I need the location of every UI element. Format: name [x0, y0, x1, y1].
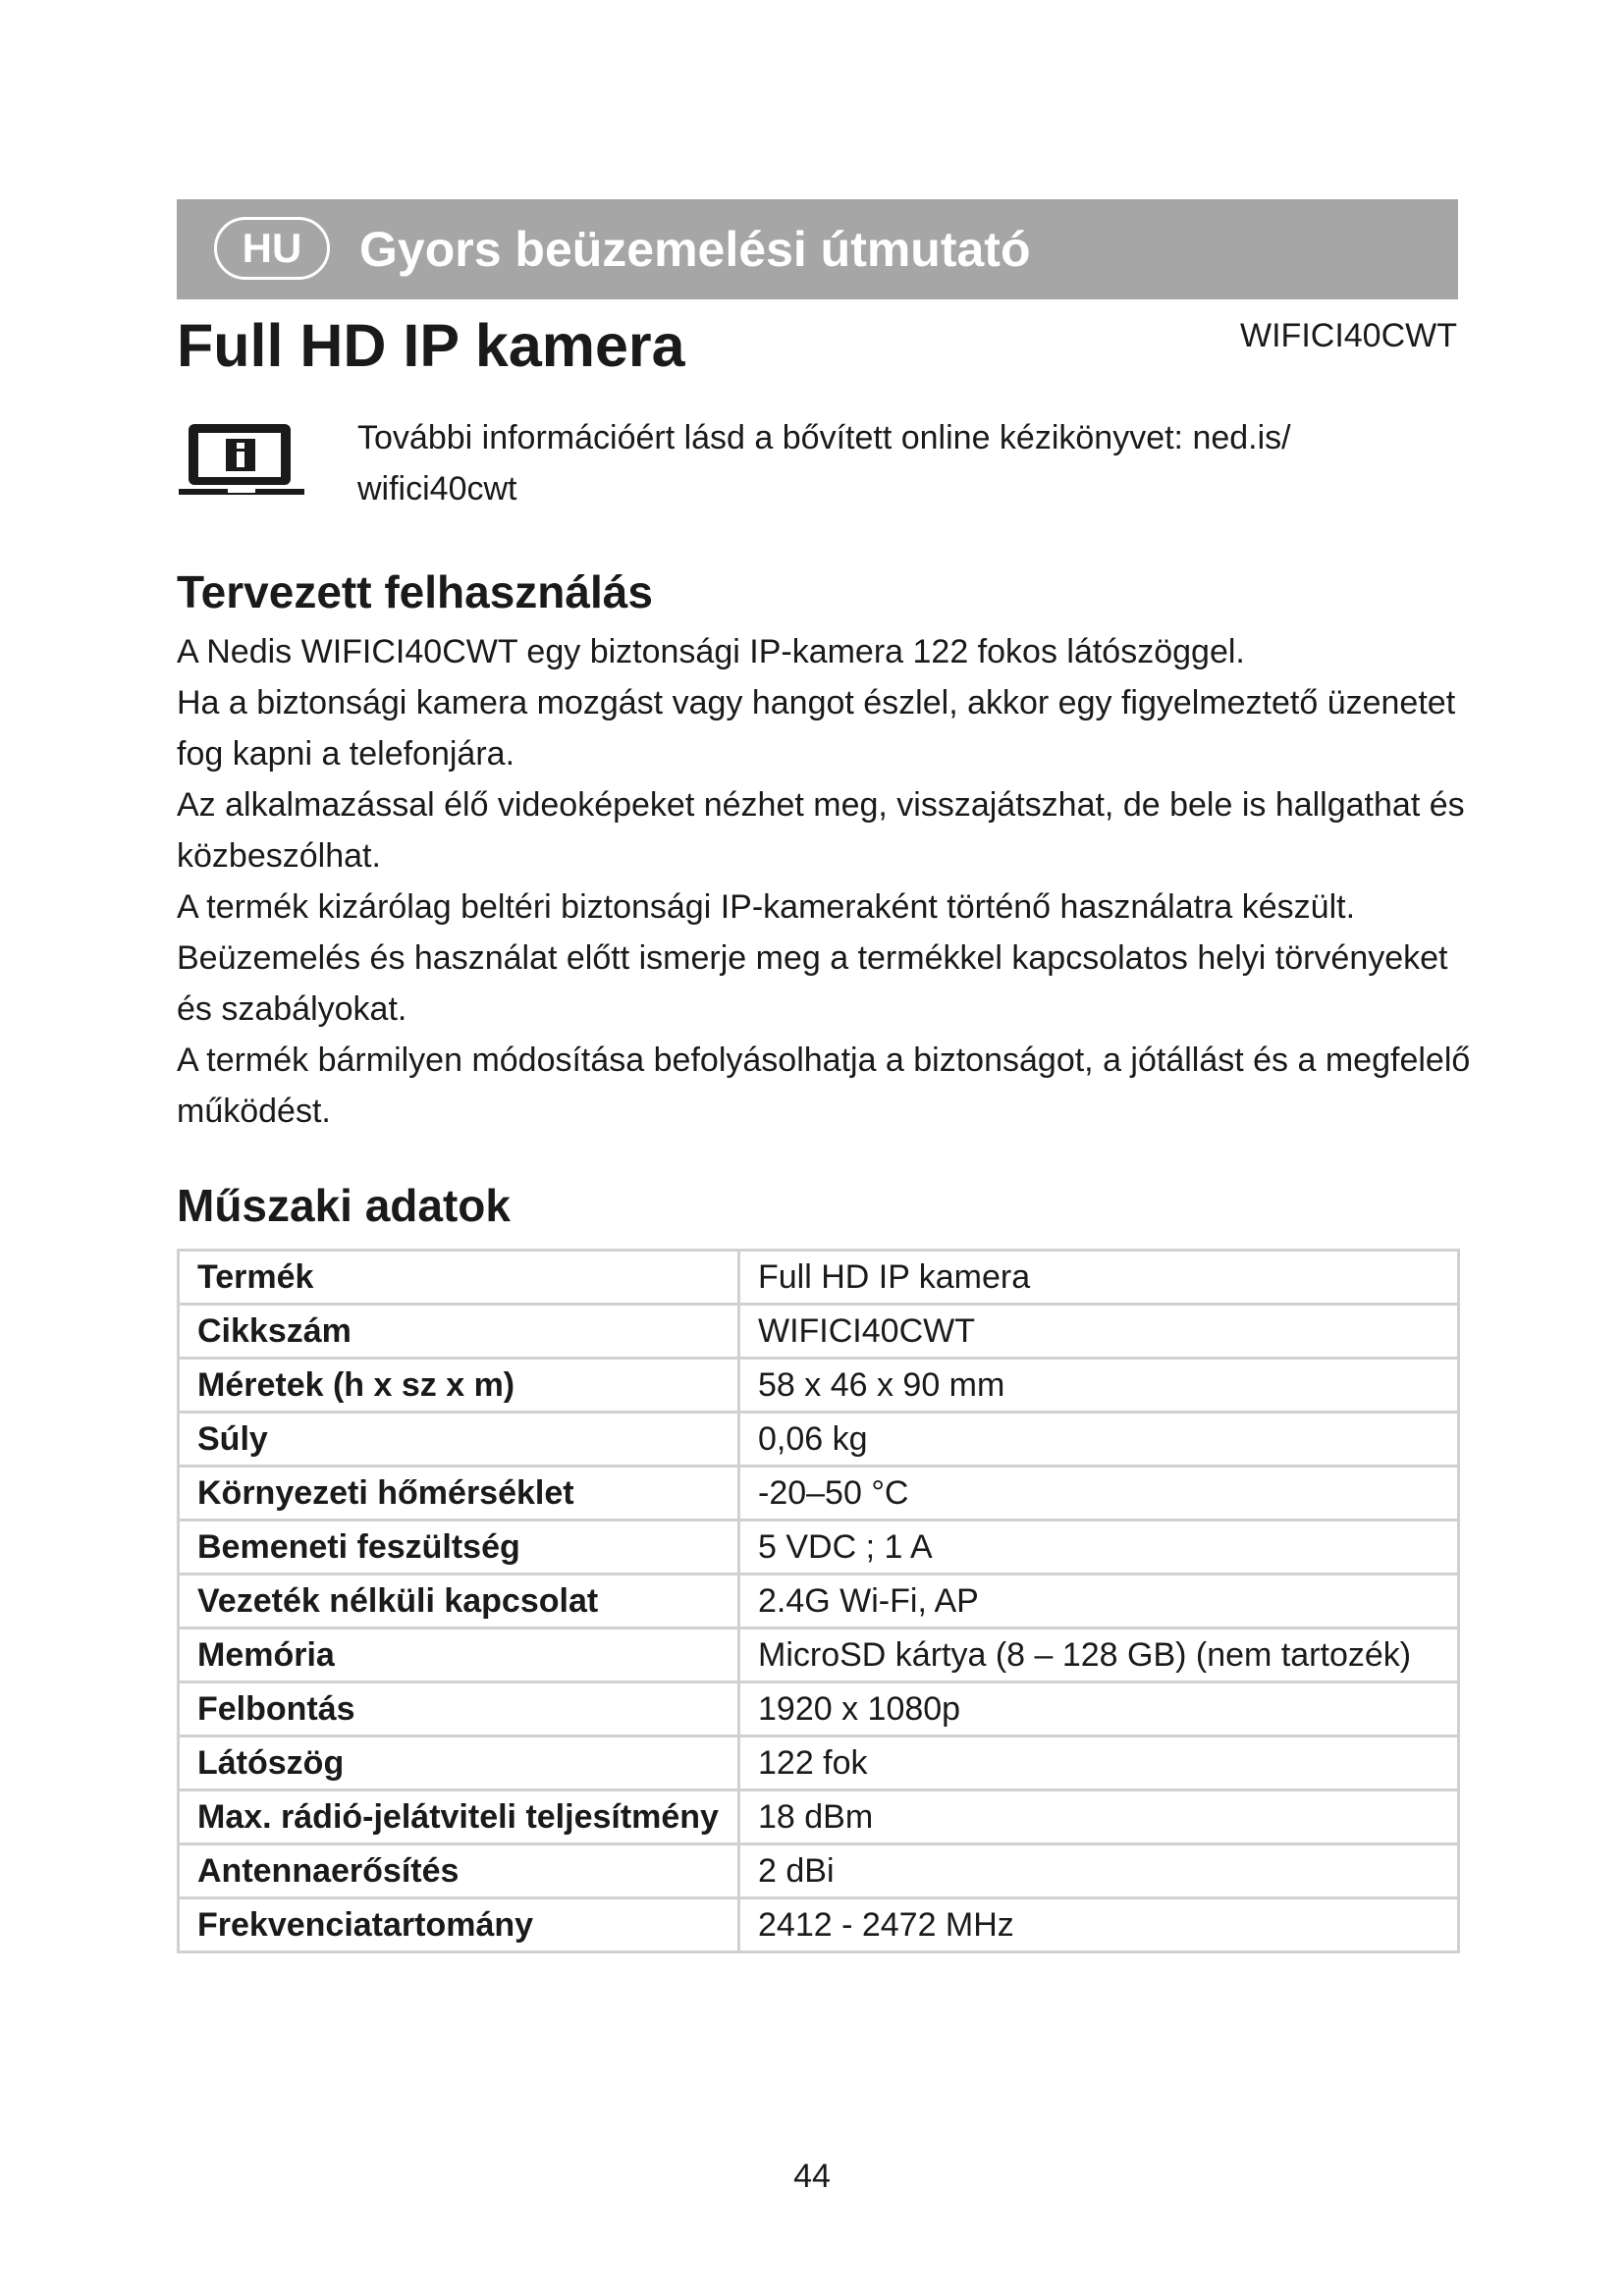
table-row	[179, 1521, 1459, 1575]
specs-table	[177, 1249, 1460, 1953]
intended-use-body	[177, 626, 1473, 1137]
spec-label: Látószög	[179, 1736, 739, 1790]
spec-label: Antennaerősítés	[179, 1844, 739, 1898]
table-row	[179, 1844, 1459, 1898]
table-row	[179, 1575, 1459, 1629]
table-row	[179, 1413, 1459, 1467]
spec-value: -20–50 °C	[739, 1467, 1459, 1521]
intended-use-paragraph: A termék kizárólag beltéri biztonsági IP-kameraként történő használatra készült.	[177, 888, 1356, 926]
spec-label: Bemeneti feszültség	[179, 1521, 739, 1575]
spec-value: 2412 - 2472 MHz	[739, 1898, 1459, 1952]
table-row	[179, 1467, 1459, 1521]
table-row	[179, 1251, 1459, 1305]
spec-value: MicroSD kártya (8 – 128 GB) (nem tartozék)	[739, 1629, 1459, 1682]
spec-value: WIFICI40CWT	[739, 1305, 1459, 1359]
document-title: Full HD IP kamera	[177, 312, 685, 379]
spec-label: Méretek (h x sz x m)	[179, 1359, 739, 1413]
spec-value: 1920 x 1080p	[739, 1682, 1459, 1736]
spec-value: 122 fok	[739, 1736, 1459, 1790]
table-row	[179, 1790, 1459, 1844]
laptop-info-icon	[177, 420, 306, 507]
intended-use-paragraph: A termék bármilyen módosítása befolyásolhatja a biztonságot, a jótállást és a megfelelő működést.	[177, 1041, 1471, 1130]
spec-label: Vezeték nélküli kapcsolat	[179, 1575, 739, 1629]
online-manual-note	[357, 412, 1437, 514]
online-manual-link[interactable]: wifici40cwt	[357, 470, 517, 507]
intended-use-paragraph: Beüzemelés és használat előtt ismerje meg a termékkel kapcsolatos helyi törvényeket és szabályokat.	[177, 939, 1448, 1028]
spec-label: Környezeti hőmérséklet	[179, 1467, 739, 1521]
spec-value: 18 dBm	[739, 1790, 1459, 1844]
table-row	[179, 1682, 1459, 1736]
page-number: 44	[793, 2158, 831, 2195]
model-code: WIFICI40CWT	[1240, 317, 1457, 354]
spec-value: 2 dBi	[739, 1844, 1459, 1898]
spec-label: Max. rádió-jelátviteli teljesítmény	[179, 1790, 739, 1844]
table-row	[179, 1629, 1459, 1682]
online-manual-line-1: További információért lásd a bővített online kézikönyvet: ned.is/	[357, 419, 1291, 456]
language-badge: HU	[214, 217, 330, 280]
spec-label: Cikkszám	[179, 1305, 739, 1359]
intended-use-paragraph: Ha a biztonsági kamera mozgást vagy hangot észlel, akkor egy figyelmeztető üzenetet fog kapni a telefonjára.	[177, 684, 1456, 773]
table-row	[179, 1305, 1459, 1359]
table-row	[179, 1736, 1459, 1790]
spec-value: 5 VDC ; 1 A	[739, 1521, 1459, 1575]
spec-value: 2.4G Wi-Fi, AP	[739, 1575, 1459, 1629]
intended-use-heading: Tervezett felhasználás	[177, 566, 653, 617]
intended-use-paragraph: A Nedis WIFICI40CWT egy biztonsági IP-kamera 122 fokos látószöggel.	[177, 633, 1245, 670]
table-row	[179, 1359, 1459, 1413]
spec-label: Termék	[179, 1251, 739, 1305]
spec-label: Súly	[179, 1413, 739, 1467]
spec-label: Frekvenciatartomány	[179, 1898, 739, 1952]
language-banner	[177, 199, 1458, 299]
spec-value: 0,06 kg	[739, 1413, 1459, 1467]
spec-label: Felbontás	[179, 1682, 739, 1736]
intended-use-paragraph: Az alkalmazással élő videoképeket nézhet meg, visszajátszhat, de bele is hallgathat és közbeszólhat.	[177, 786, 1465, 875]
spec-value: 58 x 46 x 90 mm	[739, 1359, 1459, 1413]
spec-value: Full HD IP kamera	[739, 1251, 1459, 1305]
spec-label: Memória	[179, 1629, 739, 1682]
table-row	[179, 1898, 1459, 1952]
banner-title: Gyors beüzemelési útmutató	[359, 222, 1031, 277]
specs-heading: Műszaki adatok	[177, 1180, 511, 1231]
